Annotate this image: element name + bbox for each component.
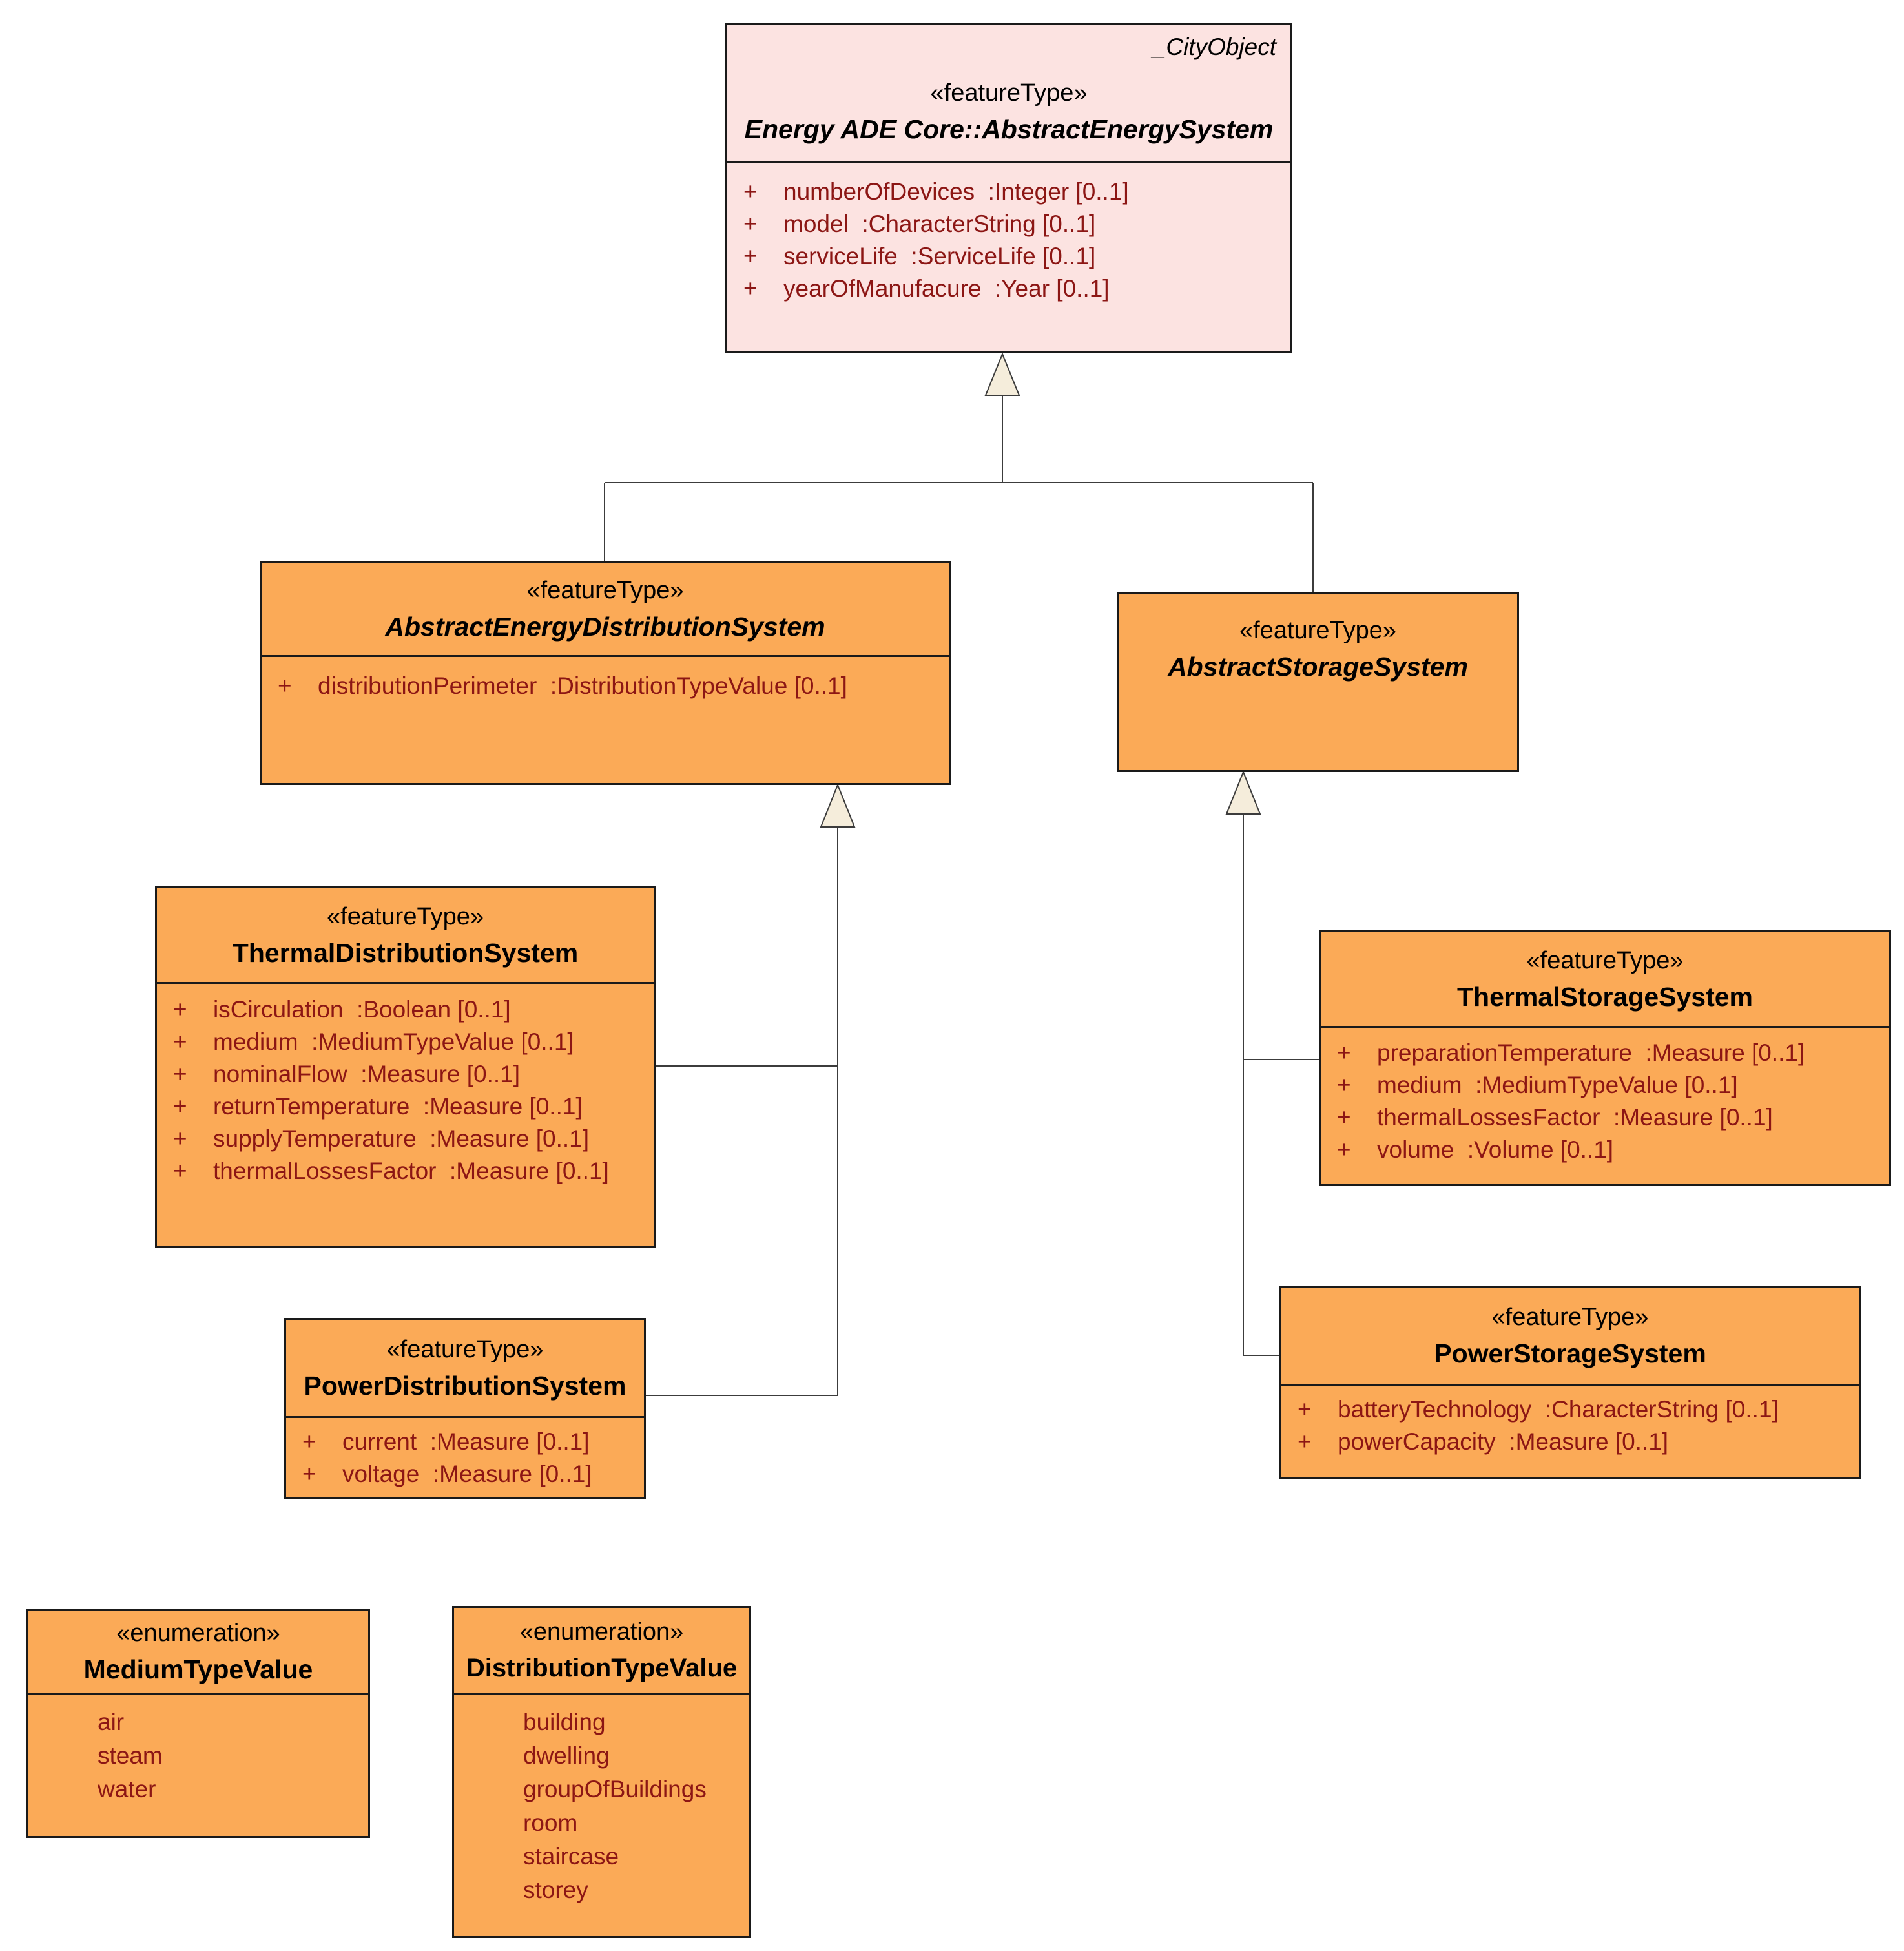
literals-compartment bbox=[454, 1695, 749, 1914]
generalization-arrowhead-distribution bbox=[821, 785, 854, 827]
attribute-visibility: + bbox=[1337, 1104, 1351, 1131]
attribute-visibility: + bbox=[1298, 1396, 1312, 1423]
class-abstract-energy-distribution-system bbox=[260, 561, 951, 785]
attribute-row bbox=[1337, 1069, 1878, 1101]
attributes-compartment bbox=[262, 657, 949, 709]
attribute-text: medium :MediumTypeValue [0..1] bbox=[1377, 1072, 1738, 1098]
attribute-visibility: + bbox=[743, 211, 758, 237]
attribute-text: isCirculation :Boolean [0..1] bbox=[213, 996, 511, 1023]
attribute-row bbox=[173, 994, 642, 1026]
attribute-row bbox=[302, 1458, 632, 1490]
generalization-line-storage-children bbox=[1243, 814, 1319, 1355]
class-name: PowerDistributionSystem bbox=[304, 1370, 626, 1401]
attribute-visibility: + bbox=[173, 1061, 187, 1087]
class-header bbox=[1281, 1288, 1859, 1386]
enum-literal: room bbox=[523, 1810, 578, 1836]
class-name: AbstractEnergyDistributionSystem bbox=[385, 612, 825, 642]
class-name: Energy ADE Core::AbstractEnergySystem bbox=[744, 114, 1274, 144]
attribute-visibility: + bbox=[1337, 1136, 1351, 1163]
attribute-row bbox=[302, 1426, 632, 1458]
attribute-row bbox=[1298, 1426, 1847, 1458]
attribute-row bbox=[743, 208, 1279, 240]
attribute-row bbox=[173, 1026, 642, 1058]
attribute-text: powerCapacity :Measure [0..1] bbox=[1338, 1428, 1669, 1455]
class-tag-cityobject: _CityObject bbox=[1152, 34, 1276, 60]
stereotype-label: «featureType» bbox=[1526, 946, 1684, 974]
attribute-text: yearOfManufacure :Year [0..1] bbox=[783, 275, 1110, 302]
attribute-text: medium :MediumTypeValue [0..1] bbox=[213, 1028, 574, 1055]
attribute-text: nominalFlow :Measure [0..1] bbox=[213, 1061, 521, 1087]
attributes-compartment bbox=[157, 984, 654, 1194]
attribute-row bbox=[743, 273, 1279, 305]
attribute-row bbox=[173, 1058, 642, 1090]
stereotype-label: «featureType» bbox=[526, 577, 684, 604]
attribute-visibility: + bbox=[743, 243, 758, 269]
attribute-row bbox=[173, 1123, 642, 1155]
attribute-text: voltage :Measure [0..1] bbox=[342, 1461, 592, 1487]
attribute-visibility: + bbox=[302, 1428, 316, 1455]
generalization-arrowhead-energy-system bbox=[986, 354, 1019, 395]
generalization-arrowhead-storage bbox=[1226, 772, 1260, 814]
attribute-visibility: + bbox=[743, 178, 758, 205]
enum-literal: dwelling bbox=[523, 1742, 610, 1769]
enum-literal: steam bbox=[98, 1742, 163, 1769]
stereotype-label: «enumeration» bbox=[116, 1620, 280, 1647]
attribute-visibility: + bbox=[173, 1093, 187, 1120]
attribute-text: distributionPerimeter :DistributionTypeValue [0..1] bbox=[318, 673, 847, 699]
stereotype-label: «featureType» bbox=[1239, 617, 1396, 644]
attributes-compartment bbox=[727, 163, 1290, 311]
class-thermal-distribution-system bbox=[155, 886, 656, 1248]
attribute-visibility: + bbox=[743, 275, 758, 302]
class-name: MediumTypeValue bbox=[83, 1654, 313, 1684]
attribute-row bbox=[743, 240, 1279, 273]
enumeration-medium-type-value bbox=[26, 1609, 370, 1838]
class-abstract-energy-system bbox=[725, 23, 1292, 353]
attribute-text: preparationTemperature :Measure [0..1] bbox=[1377, 1039, 1805, 1066]
stereotype-label: «featureType» bbox=[327, 902, 484, 930]
class-header bbox=[454, 1608, 749, 1695]
attribute-text: returnTemperature :Measure [0..1] bbox=[213, 1093, 583, 1120]
attributes-compartment bbox=[286, 1418, 644, 1497]
class-thermal-storage-system bbox=[1319, 930, 1891, 1186]
class-power-storage-system bbox=[1279, 1286, 1861, 1479]
attribute-text: model :CharacterString [0..1] bbox=[783, 211, 1096, 237]
enum-literal: air bbox=[98, 1709, 125, 1735]
class-power-distribution-system bbox=[284, 1318, 646, 1499]
attribute-visibility: + bbox=[1337, 1072, 1351, 1098]
generalization-line-distribution-children bbox=[646, 827, 838, 1395]
class-header bbox=[262, 563, 949, 657]
attribute-text: thermalLossesFactor :Measure [0..1] bbox=[213, 1158, 609, 1184]
enum-literal: water bbox=[98, 1776, 156, 1802]
attribute-visibility: + bbox=[173, 1028, 187, 1055]
attribute-row bbox=[278, 670, 937, 702]
attribute-row bbox=[1337, 1134, 1878, 1166]
attribute-text: serviceLife :ServiceLife [0..1] bbox=[783, 243, 1096, 269]
attribute-row bbox=[1337, 1037, 1878, 1069]
enumeration-distribution-type-value bbox=[452, 1606, 751, 1938]
attribute-visibility: + bbox=[173, 1125, 187, 1152]
attribute-text: batteryTechnology :CharacterString [0..1] bbox=[1338, 1396, 1779, 1423]
attribute-visibility: + bbox=[1298, 1428, 1312, 1455]
attribute-visibility: + bbox=[278, 673, 292, 699]
attribute-row bbox=[743, 176, 1279, 208]
class-name: ThermalDistributionSystem bbox=[232, 937, 579, 968]
enum-literal: staircase bbox=[523, 1843, 619, 1870]
class-header bbox=[28, 1611, 368, 1695]
class-abstract-storage-system bbox=[1117, 592, 1519, 772]
attribute-visibility: + bbox=[173, 1158, 187, 1184]
enum-literal: building bbox=[523, 1709, 606, 1735]
attributes-compartment bbox=[1281, 1386, 1859, 1465]
attribute-visibility: + bbox=[173, 996, 187, 1023]
attribute-row bbox=[1337, 1101, 1878, 1134]
class-name: ThermalStorageSystem bbox=[1456, 981, 1753, 1012]
class-name: AbstractStorageSystem bbox=[1168, 652, 1468, 682]
attribute-visibility: + bbox=[302, 1461, 316, 1487]
enum-literal: storey bbox=[523, 1877, 588, 1903]
attributes-compartment bbox=[1321, 1028, 1889, 1173]
stereotype-label: «featureType» bbox=[930, 79, 1088, 107]
class-header bbox=[1119, 594, 1517, 687]
stereotype-label: «featureType» bbox=[386, 1335, 544, 1363]
attribute-text: current :Measure [0..1] bbox=[342, 1428, 590, 1455]
class-name: PowerStorageSystem bbox=[1434, 1338, 1706, 1368]
attribute-text: volume :Volume [0..1] bbox=[1377, 1136, 1614, 1163]
attribute-text: thermalLossesFactor :Measure [0..1] bbox=[1377, 1104, 1773, 1131]
class-header bbox=[286, 1320, 644, 1418]
class-name: DistributionTypeValue bbox=[466, 1654, 738, 1682]
attribute-row bbox=[173, 1090, 642, 1123]
attribute-row bbox=[1298, 1393, 1847, 1426]
attribute-text: numberOfDevices :Integer [0..1] bbox=[783, 178, 1129, 205]
attribute-row bbox=[173, 1155, 642, 1187]
enum-literal: groupOfBuildings bbox=[523, 1776, 707, 1802]
class-header bbox=[157, 888, 654, 984]
literals-compartment bbox=[28, 1695, 368, 1813]
attribute-text: supplyTemperature :Measure [0..1] bbox=[213, 1125, 590, 1152]
attribute-visibility: + bbox=[1337, 1039, 1351, 1066]
class-header bbox=[1321, 932, 1889, 1028]
stereotype-label: «featureType» bbox=[1491, 1303, 1649, 1331]
stereotype-label: «enumeration» bbox=[519, 1618, 684, 1645]
